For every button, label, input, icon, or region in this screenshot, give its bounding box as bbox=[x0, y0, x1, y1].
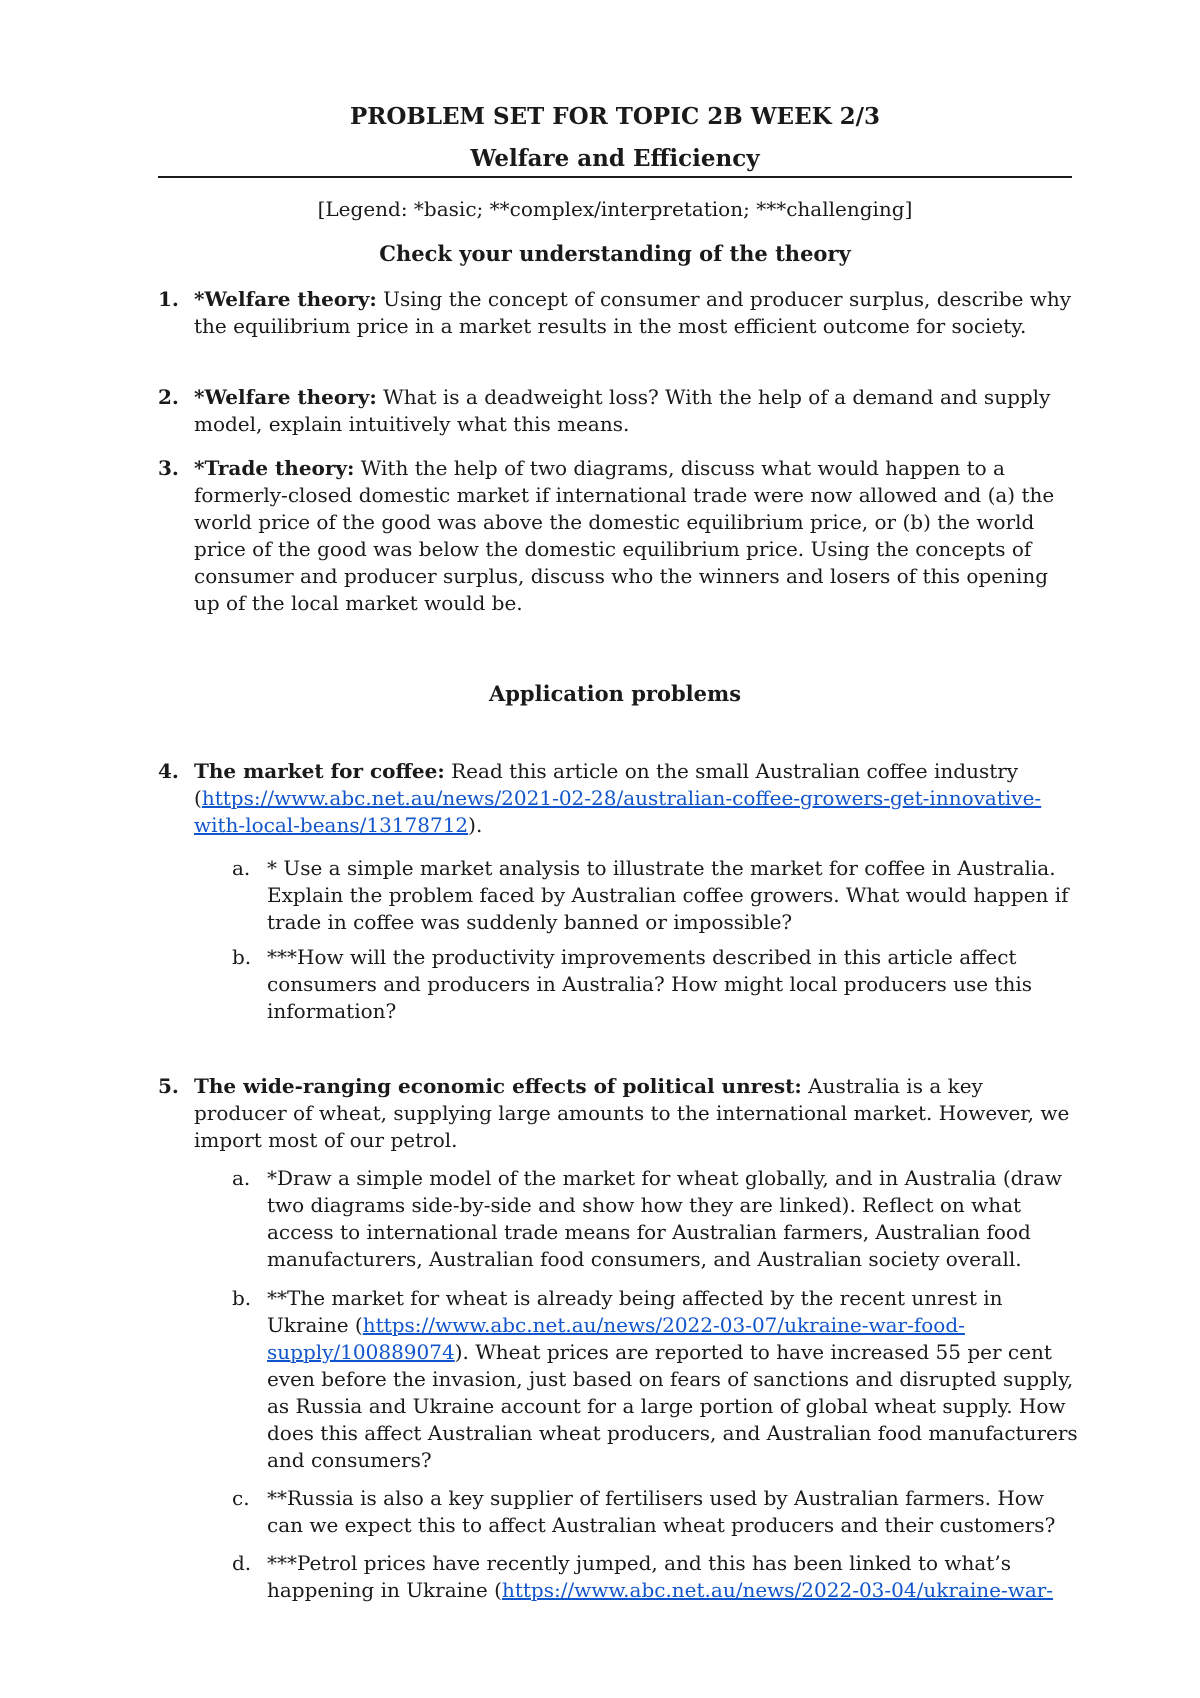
question-label: *Welfare theory: bbox=[194, 287, 377, 311]
subquestion-letter: b. bbox=[232, 945, 252, 969]
question-1 bbox=[158, 286, 1078, 340]
question-text: Using the concept of consumer and producer surplus, describe why the equilibrium price in a market results in the most efficient outcome for society. bbox=[194, 287, 1072, 338]
page-subtitle: Welfare and Efficiency bbox=[470, 145, 760, 172]
subquestion-letter: a. bbox=[232, 1166, 251, 1190]
question-text: Read this article on the small Australian coffee industry ( bbox=[194, 759, 1019, 810]
subquestion-text: **The market for wheat is already being affected by the recent unrest in Ukraine ( bbox=[267, 1286, 1003, 1337]
subquestion-letter: b. bbox=[232, 1286, 252, 1310]
subquestion-text: ***How will the productivity improvements described in this article affect consumers and producers in Australia? How might local producers use this information? bbox=[267, 945, 1032, 1023]
subquestion-letter: d. bbox=[232, 1551, 252, 1575]
difficulty-legend: [Legend: *basic; **complex/interpretation; ***challenging] bbox=[317, 197, 913, 221]
subquestion-text: **Russia is also a key supplier of fertilisers used by Australian farmers. How can we expect this to affect Australian wheat producers and their customers? bbox=[267, 1486, 1056, 1537]
wheat-article-link[interactable]: https://www.abc.net.au/news/2022-03-07/ukraine-war-food-supply/100889074 bbox=[267, 1313, 965, 1364]
title-divider bbox=[158, 176, 1072, 178]
subquestion-letter: a. bbox=[232, 856, 251, 880]
question-3 bbox=[158, 455, 1078, 617]
question-text: Australia is a key producer of wheat, supplying large amounts to the international market. However, we import most of our petrol. bbox=[194, 1074, 1070, 1152]
coffee-article-link[interactable]: https://www.abc.net.au/news/2021-02-28/australian-coffee-growers-get-innovative-with-local-beans/13178712 bbox=[194, 786, 1042, 837]
page-title: PROBLEM SET FOR TOPIC 2B WEEK 2/3 bbox=[349, 103, 881, 130]
question-number: 5. bbox=[158, 1074, 179, 1098]
question-4b bbox=[232, 944, 1078, 1025]
subquestion-letter: c. bbox=[232, 1486, 250, 1510]
subquestion-text: ***Petrol prices have recently jumped, and this has been linked to what’s happening in Ukraine ( bbox=[267, 1551, 1011, 1602]
question-label: The wide-ranging economic effects of political unrest: bbox=[194, 1074, 802, 1098]
question-label: *Welfare theory: bbox=[194, 385, 377, 409]
question-number: 3. bbox=[158, 456, 179, 480]
question-4a bbox=[232, 855, 1078, 936]
petrol-article-link[interactable]: https://www.abc.net.au/news/2022-03-04/ukraine-war- bbox=[501, 1578, 1054, 1602]
question-number: 4. bbox=[158, 759, 179, 783]
question-5a bbox=[232, 1165, 1078, 1273]
question-5c bbox=[232, 1485, 1078, 1539]
question-5 bbox=[158, 1073, 1078, 1154]
section-heading-theory: Check your understanding of the theory bbox=[379, 241, 851, 266]
question-text: What is a deadweight loss? With the help of a demand and supply model, explain intuitively what this means. bbox=[194, 385, 1051, 436]
question-5b bbox=[232, 1285, 1078, 1474]
question-label: *Trade theory: bbox=[194, 456, 355, 480]
subquestion-text: * Use a simple market analysis to illustrate the market for coffee in Australia. Explain the problem faced by Australian coffee growers. What would happen if trade in coffee was suddenly banned or impossible? bbox=[267, 856, 1069, 934]
question-5d bbox=[232, 1550, 1078, 1604]
question-2 bbox=[158, 384, 1078, 438]
question-number: 2. bbox=[158, 385, 179, 409]
question-text: With the help of two diagrams, discuss what would happen to a formerly-closed domestic market if international trade were now allowed and (a) the world price of the good was above the domestic equilibrium price, or (b) the world price of the good was below the domestic equilibrium price. Using the concepts of consumer and producer surplus, discuss who the winners and losers of this opening up of the local market would be. bbox=[194, 456, 1055, 615]
question-number: 1. bbox=[158, 287, 179, 311]
question-4 bbox=[158, 758, 1078, 839]
section-heading-application: Application problems bbox=[488, 681, 742, 706]
subquestion-text: *Draw a simple model of the market for wheat globally, and in Australia (draw two diagrams side-by-side and show how they are linked). Reflect on what access to international trade means for Australian farmers, Australian food manufacturers, Australian food consumers, and Australian society overall. bbox=[267, 1166, 1063, 1271]
subquestion-text-tail: ). Wheat prices are reported to have increased 55 per cent even before the invasion, just based on fears of sanctions and disrupted supply, as Russia and Ukraine account for a large portion of global wheat supply. How does this affect Australian wheat producers, and Australian food manufacturers and consumers? bbox=[267, 1340, 1078, 1472]
question-label: The market for coffee: bbox=[194, 759, 445, 783]
question-text-tail: ). bbox=[468, 813, 483, 837]
